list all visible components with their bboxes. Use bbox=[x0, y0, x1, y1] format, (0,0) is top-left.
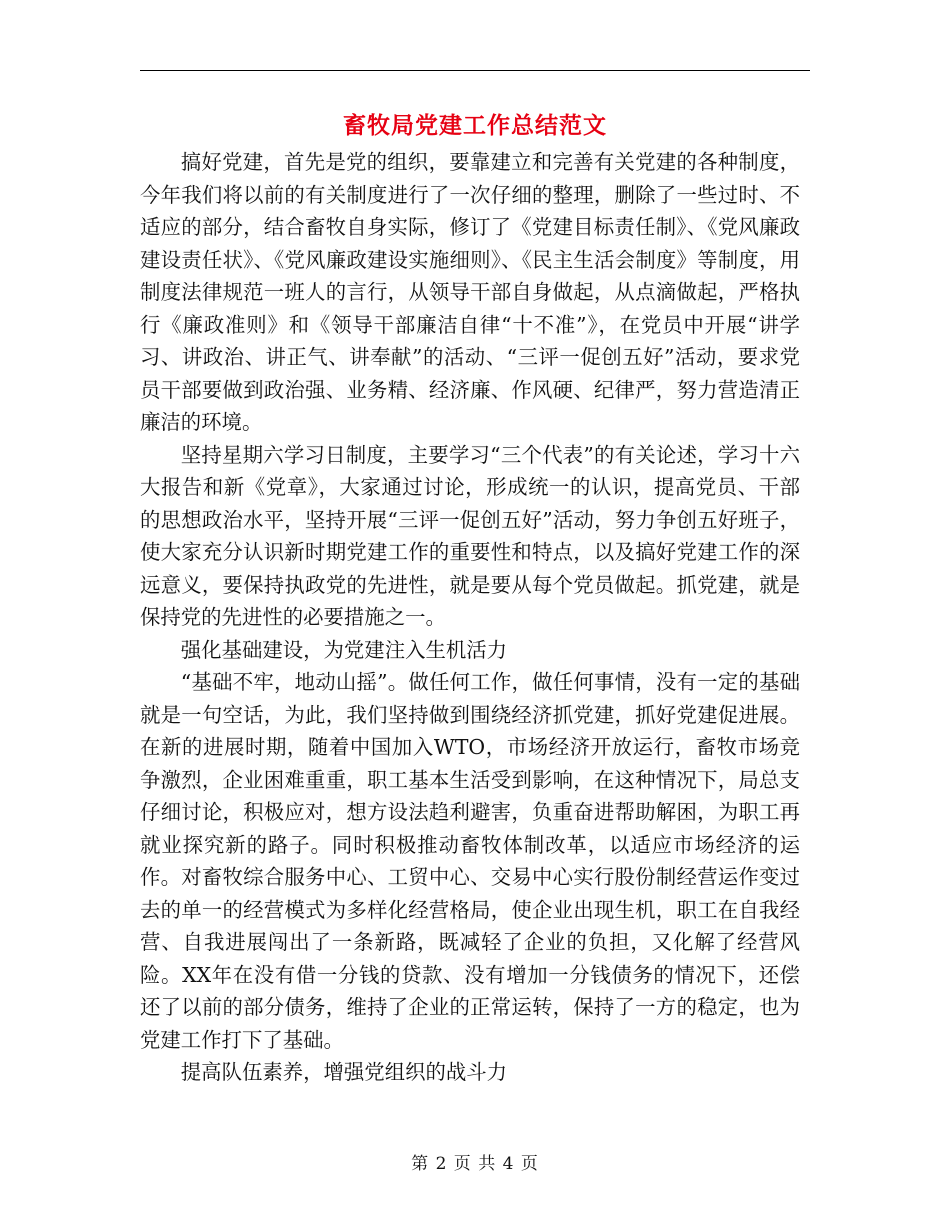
section-heading-team-quality: 提高队伍素养，增强党组织的战斗力 bbox=[180, 1060, 508, 1084]
section-heading-foundation: 强化基础建设，为党建注入生机活力 bbox=[180, 637, 508, 662]
document-body bbox=[140, 146, 800, 1089]
paragraph-party-system: 搞好党建，首先是党的组织，要靠建立和完善有关党建的各种制度，今年我们将以前的有关制度进行了一次仔细的整理，删除了一些过时、不适应的部分，结合畜牧自身实际，修订了《党建目标责任制》、《党风廉政建设责任状》、《党风廉政建设实施细则》、《民主生活会制度》等制度，用制度法律规范一班人的言行，从领导干部自身做起，从点滴做起，严格执行《廉政准则》和《领导干部廉洁自律“十不准”》，在党员中开展“讲学习、讲政治、讲正气、讲奉献”的活动、“三评一促创五好”活动，要求党员干部要做到政治强、业务精、经济廉、作风硬、纪律严，努力营造清正廉洁的环境。 bbox=[140, 150, 800, 434]
paragraph-study-day: 坚持星期六学习日制度，主要学习“三个代表”的有关论述，学习十六大报告和新《党章》，大家通过讨论，形成统一的认识，提高党员、干部的思想政治水平，坚持开展“三评一促创五好”活动，努力争创五好班子，使大家充分认识新时期党建工作的重要性和特点，以及搞好党建工作的深远意义，要保持执政党的先进性，就是要从每个党员做起。抓党建，就是保持党的先进性的必要措施之一。 bbox=[140, 442, 800, 629]
page-number-footer: 第 2 页 共 4 页 bbox=[411, 1154, 539, 1174]
document-title: 畜牧局党建工作总结范文 bbox=[343, 112, 607, 139]
paragraph-foundation: “基础不牢，地动山摇”。做任何工作，做任何事情，没有一定的基础就是一句空话，为此，我们坚持做到围绕经济抓党建，抓好党建促进展。在新的进展时期，随着中国加入WTO，市场经济开放运行，畜牧市场竞争激烈，企业困难重重，职工基本生活受到影响，在这种情况下，局总支仔细讨论，积极应对，想方设法趋利避害，负重奋进帮助解困，为职工再就业探究新的路子。同时积极推动畜牧体制改革，以适应市场经济的运作。对畜牧综合服务中心、工贸中心、交易中心实行股份制经营运作变过去的单一的经营模式为多样化经营格局，使企业出现生机，职工在自我经营、自我进展闯出了一条新路，既减轻了企业的负担，又化解了经营风险。XX年在没有借一分钱的贷款、没有增加一分钱债务的情况下，还偿还了以前的部分债务，维持了企业的正常运转，保持了一方的稳定，也为党建工作打下了基础。 bbox=[140, 670, 800, 1052]
header-rule bbox=[140, 70, 810, 71]
